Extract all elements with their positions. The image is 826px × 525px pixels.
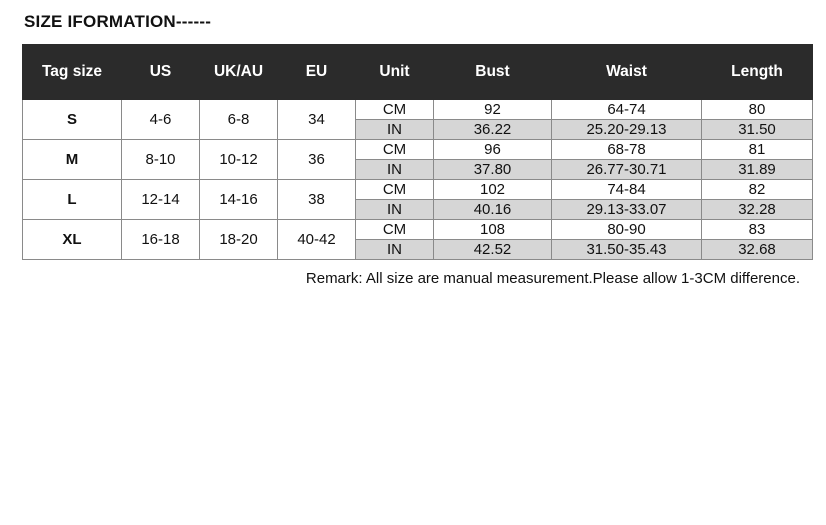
column-header-tag-size: Tag size bbox=[23, 45, 122, 100]
cell-us: 12-14 bbox=[122, 180, 200, 220]
cell-bust: 42.52 bbox=[434, 240, 552, 260]
column-header-eu: EU bbox=[278, 45, 356, 100]
cell-bust: 36.22 bbox=[434, 120, 552, 140]
column-header-unit: Unit bbox=[356, 45, 434, 100]
table-header-row bbox=[23, 45, 813, 100]
cell-eu: 34 bbox=[278, 100, 356, 140]
table-row bbox=[23, 140, 813, 160]
cell-tag-size: XL bbox=[23, 220, 122, 260]
cell-length: 80 bbox=[702, 100, 813, 120]
table-row bbox=[23, 220, 813, 240]
cell-waist: 74-84 bbox=[552, 180, 702, 200]
cell-us: 8-10 bbox=[122, 140, 200, 180]
cell-uk-au: 6-8 bbox=[200, 100, 278, 140]
cell-tag-size: M bbox=[23, 140, 122, 180]
cell-unit: CM bbox=[356, 220, 434, 240]
cell-unit: CM bbox=[356, 180, 434, 200]
cell-unit: IN bbox=[356, 240, 434, 260]
cell-unit: IN bbox=[356, 160, 434, 180]
cell-tag-size: S bbox=[23, 100, 122, 140]
cell-bust: 40.16 bbox=[434, 200, 552, 220]
cell-length: 83 bbox=[702, 220, 813, 240]
cell-length: 81 bbox=[702, 140, 813, 160]
cell-bust: 102 bbox=[434, 180, 552, 200]
cell-bust: 37.80 bbox=[434, 160, 552, 180]
cell-waist: 80-90 bbox=[552, 220, 702, 240]
cell-uk-au: 14-16 bbox=[200, 180, 278, 220]
cell-bust: 108 bbox=[434, 220, 552, 240]
cell-bust: 96 bbox=[434, 140, 552, 160]
cell-waist: 68-78 bbox=[552, 140, 702, 160]
page-title: SIZE IFORMATION------ bbox=[24, 12, 212, 31]
cell-eu: 36 bbox=[278, 140, 356, 180]
cell-unit: CM bbox=[356, 100, 434, 120]
cell-tag-size: L bbox=[23, 180, 122, 220]
column-header-uk-au: UK/AU bbox=[200, 45, 278, 100]
cell-waist: 25.20-29.13 bbox=[552, 120, 702, 140]
cell-uk-au: 10-12 bbox=[200, 140, 278, 180]
table-row bbox=[23, 180, 813, 200]
cell-uk-au: 18-20 bbox=[200, 220, 278, 260]
column-header-waist: Waist bbox=[552, 45, 702, 100]
cell-bust: 92 bbox=[434, 100, 552, 120]
table-row bbox=[23, 100, 813, 120]
cell-us: 4-6 bbox=[122, 100, 200, 140]
cell-unit: CM bbox=[356, 140, 434, 160]
cell-waist: 26.77-30.71 bbox=[552, 160, 702, 180]
column-header-length: Length bbox=[702, 45, 813, 100]
table-header bbox=[23, 45, 813, 100]
cell-us: 16-18 bbox=[122, 220, 200, 260]
size-chart-table bbox=[22, 44, 813, 260]
cell-length: 82 bbox=[702, 180, 813, 200]
cell-eu: 38 bbox=[278, 180, 356, 220]
cell-waist: 31.50-35.43 bbox=[552, 240, 702, 260]
column-header-bust: Bust bbox=[434, 45, 552, 100]
table-body bbox=[23, 100, 813, 260]
cell-waist: 64-74 bbox=[552, 100, 702, 120]
cell-unit: IN bbox=[356, 200, 434, 220]
cell-length: 32.68 bbox=[702, 240, 813, 260]
cell-eu: 40-42 bbox=[278, 220, 356, 260]
column-header-us: US bbox=[122, 45, 200, 100]
cell-length: 31.50 bbox=[702, 120, 813, 140]
remark-text: Remark: All size are manual measurement.Please allow 1-3CM difference. bbox=[305, 270, 800, 287]
cell-unit: IN bbox=[356, 120, 434, 140]
cell-length: 31.89 bbox=[702, 160, 813, 180]
cell-waist: 29.13-33.07 bbox=[552, 200, 702, 220]
cell-length: 32.28 bbox=[702, 200, 813, 220]
